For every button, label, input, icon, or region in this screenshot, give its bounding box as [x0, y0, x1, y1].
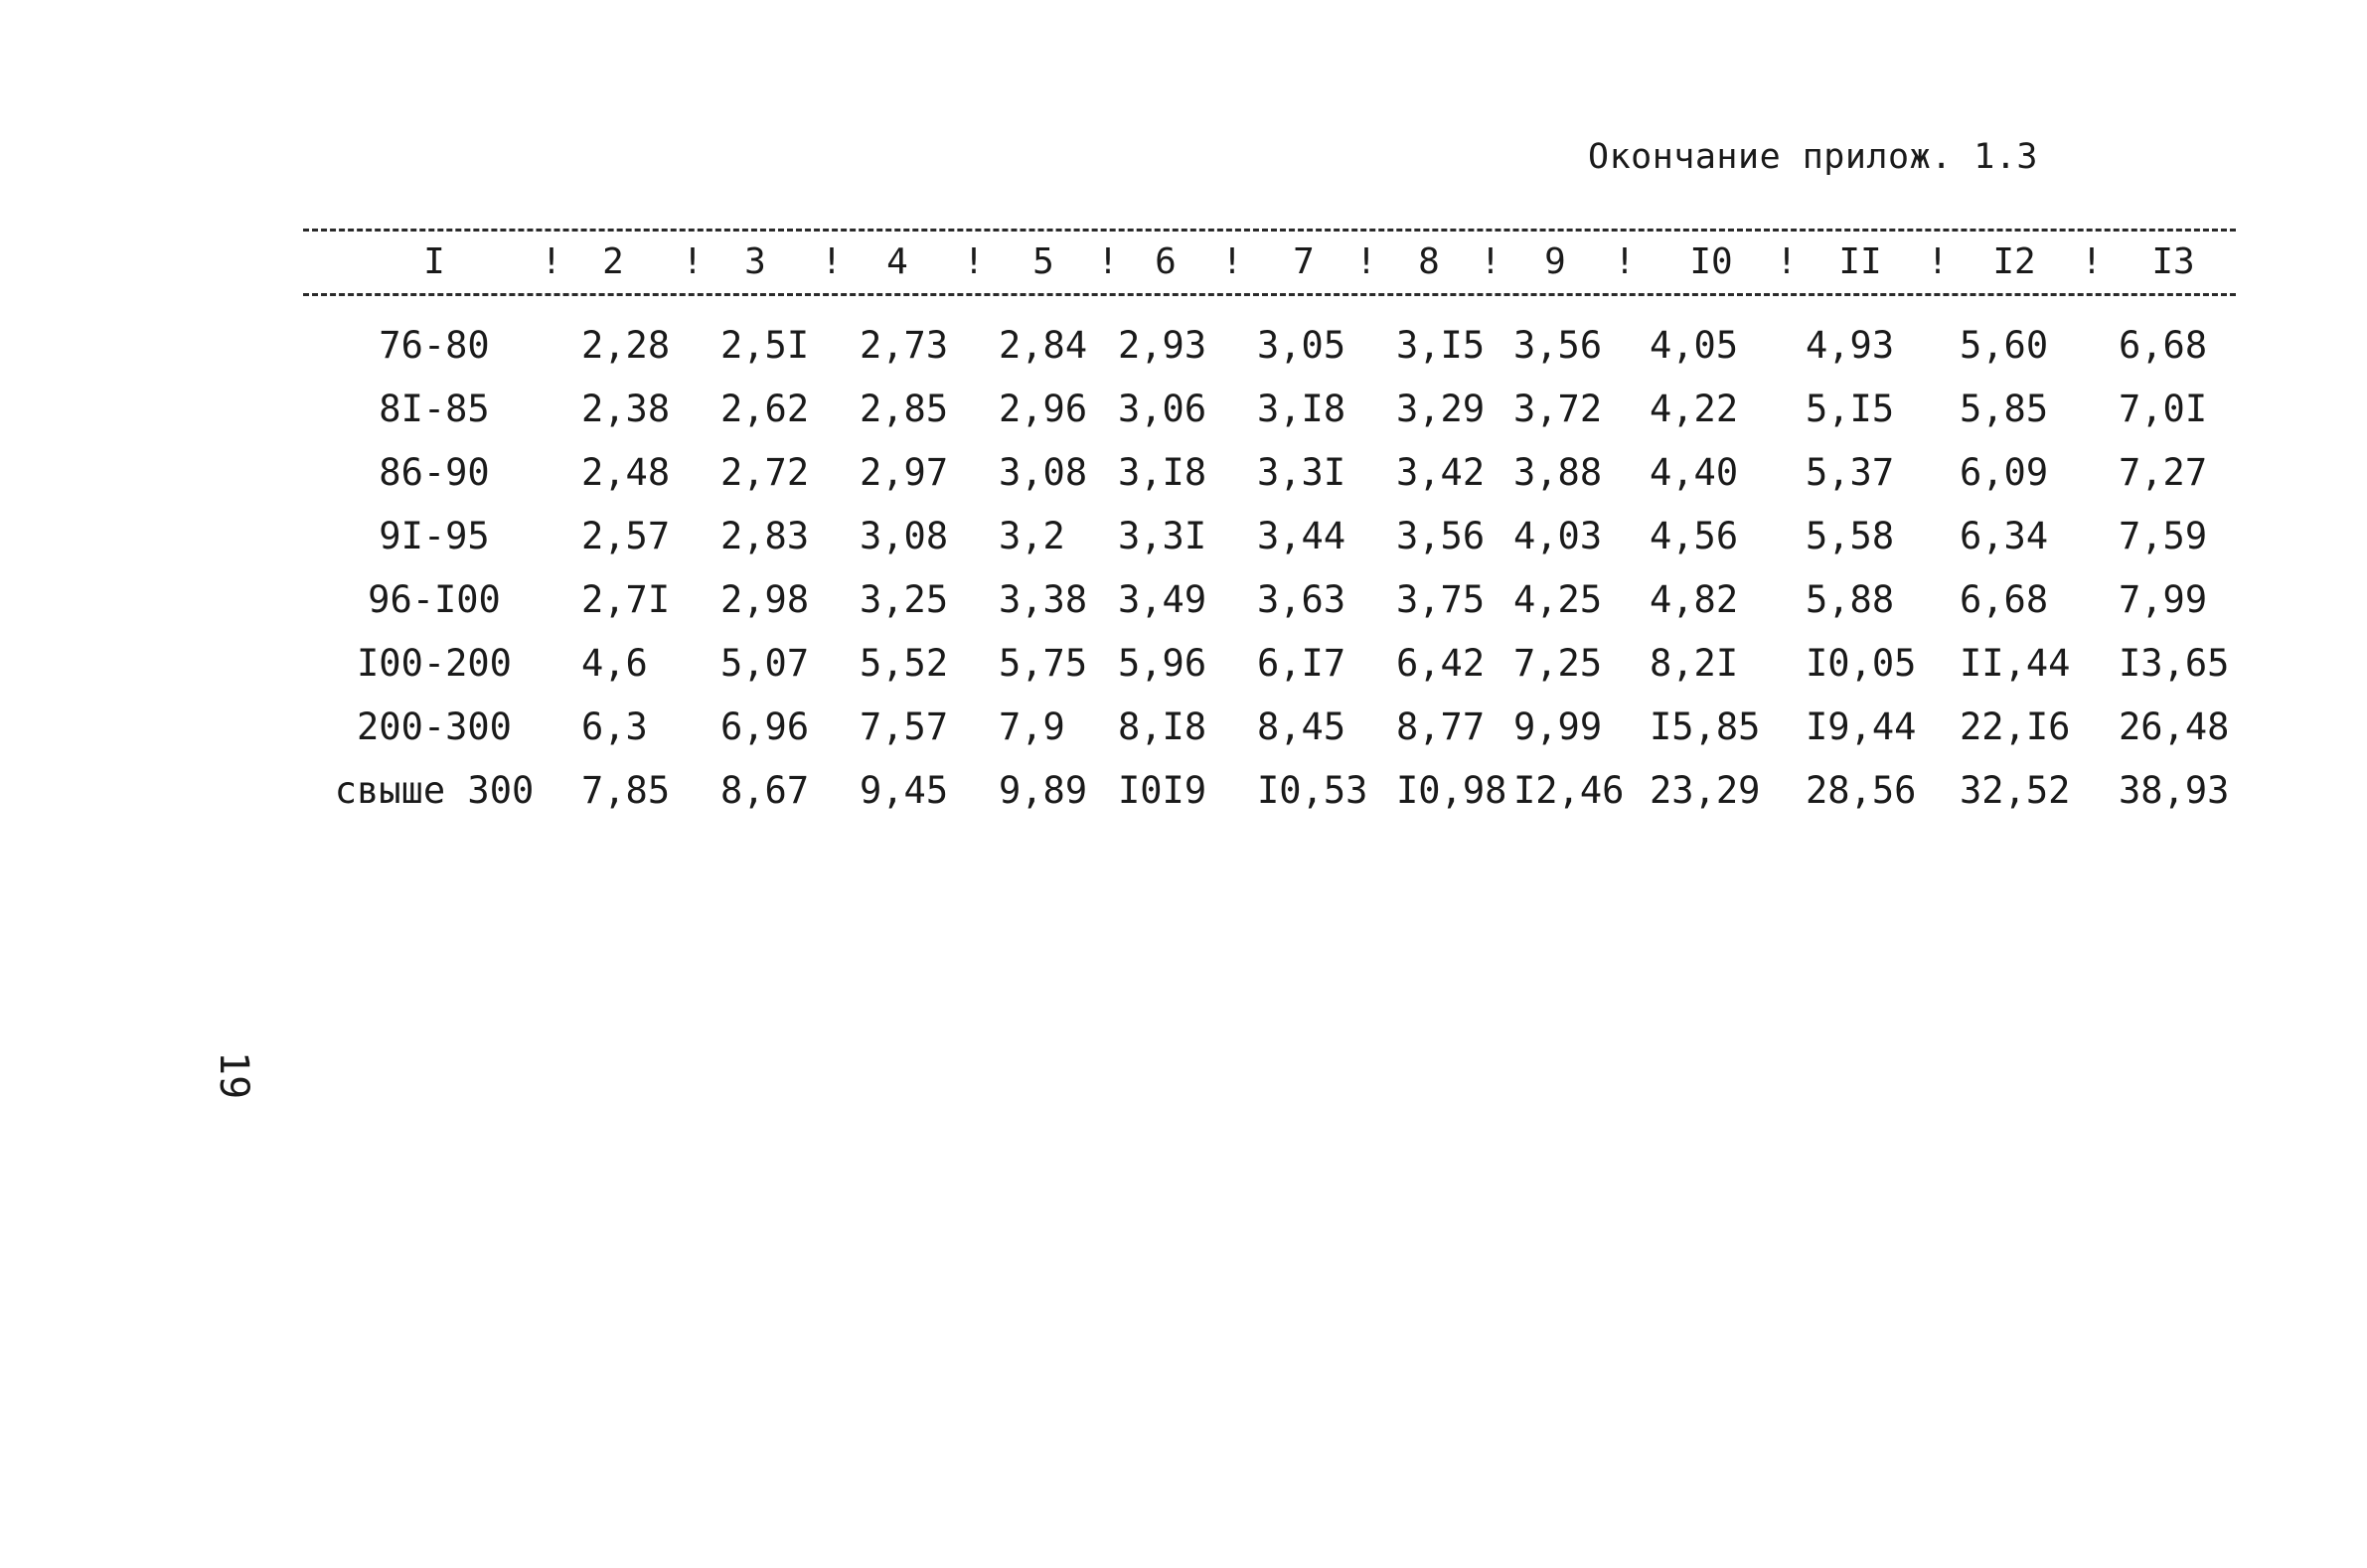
value-cell: 3,63	[1257, 578, 1346, 621]
value-cell: I5,85	[1650, 706, 1761, 748]
column-separator: !	[963, 241, 985, 282]
table-row	[303, 441, 2236, 505]
column-header: 8	[1418, 241, 1440, 282]
value-cell: 7,57	[860, 706, 949, 748]
value-cell: 3,49	[1118, 578, 1207, 621]
column-header: 5	[1032, 241, 1054, 282]
value-cell: 22,I6	[1960, 706, 2071, 748]
value-cell: 4,6	[581, 642, 648, 685]
column-separator: !	[541, 241, 562, 282]
value-cell: 2,5I	[720, 324, 810, 367]
table-row	[303, 759, 2236, 823]
table-row	[303, 314, 2236, 378]
table-row	[303, 632, 2236, 696]
value-cell: 28,56	[1806, 769, 1917, 812]
column-separator: !	[682, 241, 704, 282]
value-cell: 8,77	[1396, 706, 1486, 748]
column-separator: !	[1614, 241, 1636, 282]
value-cell: 3,88	[1513, 451, 1603, 494]
value-cell: I0,53	[1257, 769, 1368, 812]
value-cell: 2,62	[720, 388, 810, 430]
column-separator: !	[1776, 241, 1798, 282]
value-cell: 3,72	[1513, 388, 1603, 430]
value-cell: 5,60	[1960, 324, 2049, 367]
value-cell: 4,82	[1650, 578, 1739, 621]
value-cell: 8,I8	[1118, 706, 1207, 748]
column-separator: !	[1480, 241, 1501, 282]
column-header: II	[1838, 241, 1882, 282]
value-cell: 3,38	[999, 578, 1088, 621]
value-cell: 2,28	[581, 324, 671, 367]
value-cell: 6,34	[1960, 515, 2049, 557]
column-header: 7	[1293, 241, 1315, 282]
value-cell: 8,2I	[1650, 642, 1739, 685]
value-cell: 6,I7	[1257, 642, 1346, 685]
value-cell: 4,93	[1806, 324, 1895, 367]
range-label-cell: I00-200	[357, 642, 512, 685]
column-separator: !	[1355, 241, 1377, 282]
column-separator: !	[1221, 241, 1243, 282]
value-cell: 4,05	[1650, 324, 1739, 367]
column-separator: !	[2081, 241, 2103, 282]
value-cell: 3,44	[1257, 515, 1346, 557]
value-cell: 32,52	[1960, 769, 2071, 812]
value-cell: I2,46	[1513, 769, 1625, 812]
value-cell: 3,3I	[1118, 515, 1207, 557]
column-header: 9	[1544, 241, 1566, 282]
value-cell: 7,25	[1513, 642, 1603, 685]
table-body	[303, 314, 2236, 823]
value-cell: 3,08	[860, 515, 949, 557]
range-label-cell: 8I-85	[379, 388, 490, 430]
value-cell: 6,3	[581, 706, 648, 748]
value-cell: 2,98	[720, 578, 810, 621]
value-cell: 7,59	[2119, 515, 2208, 557]
value-cell: 8,67	[720, 769, 810, 812]
table-row	[303, 568, 2236, 632]
value-cell: 3,56	[1396, 515, 1486, 557]
value-cell: 2,48	[581, 451, 671, 494]
value-cell: 38,93	[2119, 769, 2230, 812]
range-label-cell: 9I-95	[379, 515, 490, 557]
column-header: I	[423, 241, 445, 282]
value-cell: 5,37	[1806, 451, 1895, 494]
value-cell: 6,68	[1960, 578, 2049, 621]
value-cell: 2,57	[581, 515, 671, 557]
range-label-cell: свыше 300	[334, 769, 535, 812]
value-cell: 2,84	[999, 324, 1088, 367]
value-cell: 3,08	[999, 451, 1088, 494]
table-header-rule	[303, 293, 2236, 296]
value-cell: I3,65	[2119, 642, 2230, 685]
value-cell: 3,I8	[1257, 388, 1346, 430]
value-cell: 3,75	[1396, 578, 1486, 621]
value-cell: I9,44	[1806, 706, 1917, 748]
table-row	[303, 378, 2236, 441]
column-separator: !	[1097, 241, 1119, 282]
table-row	[303, 505, 2236, 568]
value-cell: 3,2	[999, 515, 1065, 557]
value-cell: 3,06	[1118, 388, 1207, 430]
value-cell: 2,93	[1118, 324, 1207, 367]
value-cell: 5,96	[1118, 642, 1207, 685]
column-header: I2	[1992, 241, 2036, 282]
value-cell: 3,I5	[1396, 324, 1486, 367]
value-cell: 8,45	[1257, 706, 1346, 748]
table-header-row	[303, 232, 2236, 293]
value-cell: I0I9	[1118, 769, 1207, 812]
value-cell: 7,0I	[2119, 388, 2208, 430]
value-cell: 3,29	[1396, 388, 1486, 430]
value-cell: I0,05	[1806, 642, 1917, 685]
value-cell: 5,88	[1806, 578, 1895, 621]
value-cell: 7,9	[999, 706, 1065, 748]
page-number: 19	[211, 1051, 256, 1100]
range-label-cell: 96-I00	[368, 578, 501, 621]
value-cell: 2,72	[720, 451, 810, 494]
appendix-caption: Окончание прилож. 1.3	[1588, 137, 2039, 177]
table-row	[303, 696, 2236, 759]
value-cell: 3,25	[860, 578, 949, 621]
value-cell: 2,96	[999, 388, 1088, 430]
value-cell: 5,75	[999, 642, 1088, 685]
value-cell: 4,25	[1513, 578, 1603, 621]
value-cell: 4,22	[1650, 388, 1739, 430]
value-cell: 26,48	[2119, 706, 2230, 748]
value-cell: 3,I8	[1118, 451, 1207, 494]
value-cell: 2,73	[860, 324, 949, 367]
value-cell: 6,09	[1960, 451, 2049, 494]
value-cell: 6,42	[1396, 642, 1486, 685]
column-header: 4	[886, 241, 908, 282]
value-cell: 5,I5	[1806, 388, 1895, 430]
range-label-cell: 76-80	[379, 324, 490, 367]
value-cell: 9,99	[1513, 706, 1603, 748]
value-cell: 4,40	[1650, 451, 1739, 494]
value-cell: 2,7I	[581, 578, 671, 621]
column-separator: !	[821, 241, 843, 282]
value-cell: 2,97	[860, 451, 949, 494]
value-cell: 5,07	[720, 642, 810, 685]
value-cell: 3,42	[1396, 451, 1486, 494]
column-header: 2	[602, 241, 624, 282]
value-cell: 6,68	[2119, 324, 2208, 367]
range-label-cell: 200-300	[357, 706, 512, 748]
column-header: 3	[744, 241, 766, 282]
value-cell: 5,52	[860, 642, 949, 685]
value-cell: II,44	[1960, 642, 2071, 685]
value-cell: 2,38	[581, 388, 671, 430]
column-separator: !	[1927, 241, 1949, 282]
data-table	[303, 229, 2236, 823]
value-cell: 3,56	[1513, 324, 1603, 367]
value-cell: 4,03	[1513, 515, 1603, 557]
value-cell: 23,29	[1650, 769, 1761, 812]
value-cell: 9,89	[999, 769, 1088, 812]
value-cell: 2,85	[860, 388, 949, 430]
value-cell: 9,45	[860, 769, 949, 812]
value-cell: 4,56	[1650, 515, 1739, 557]
value-cell: 2,83	[720, 515, 810, 557]
value-cell: I0,98	[1396, 769, 1507, 812]
range-label-cell: 86-90	[379, 451, 490, 494]
column-header: I3	[2151, 241, 2195, 282]
column-header: 6	[1155, 241, 1177, 282]
value-cell: 5,85	[1960, 388, 2049, 430]
value-cell: 7,85	[581, 769, 671, 812]
value-cell: 7,99	[2119, 578, 2208, 621]
column-header: I0	[1689, 241, 1733, 282]
value-cell: 3,05	[1257, 324, 1346, 367]
value-cell: 5,58	[1806, 515, 1895, 557]
value-cell: 6,96	[720, 706, 810, 748]
value-cell: 7,27	[2119, 451, 2208, 494]
value-cell: 3,3I	[1257, 451, 1346, 494]
